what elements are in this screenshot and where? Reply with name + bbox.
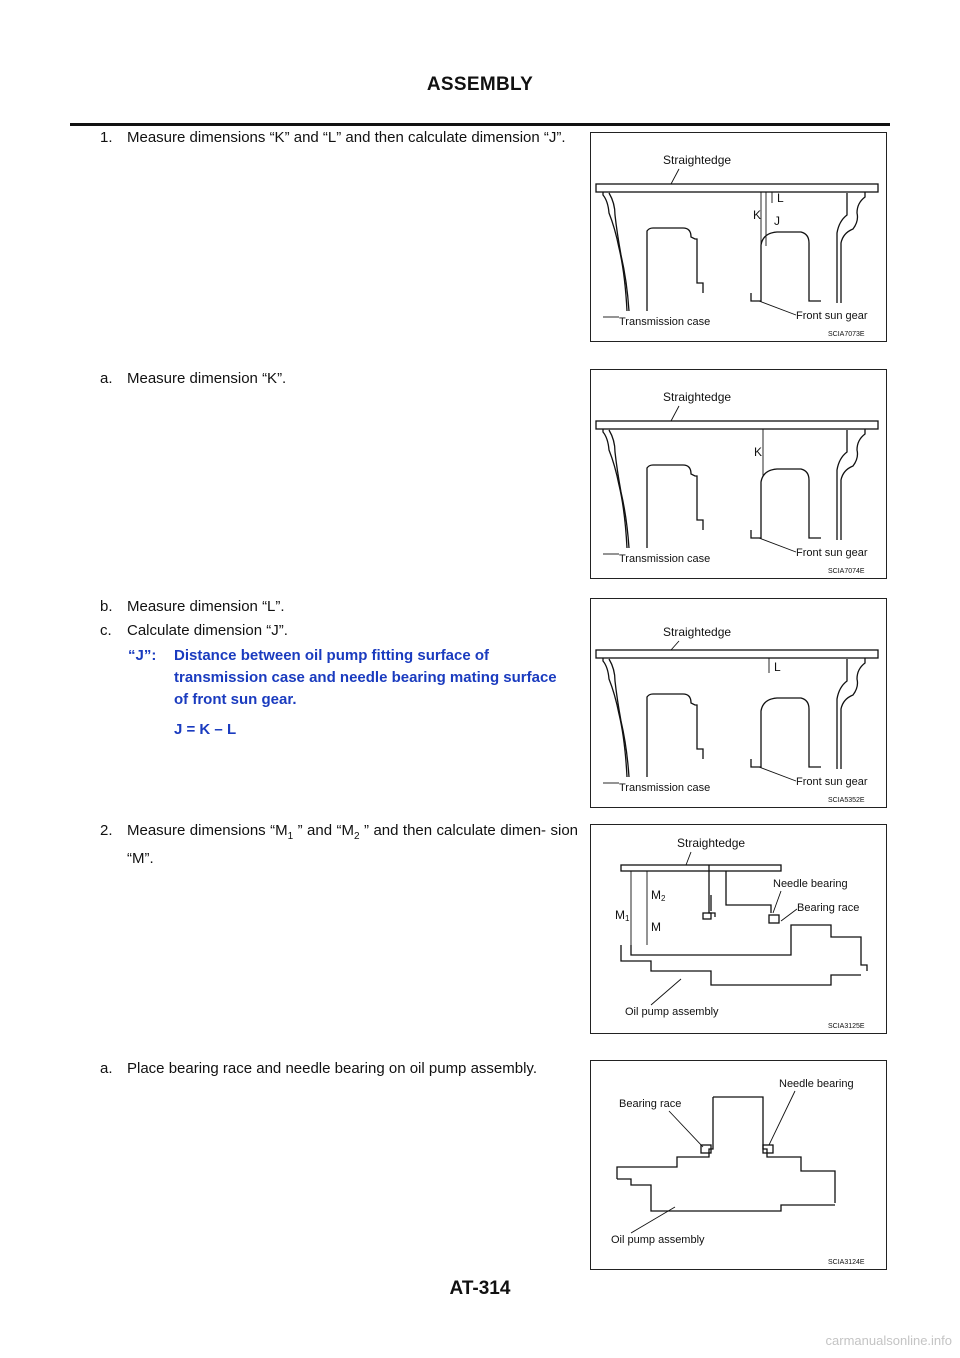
step-1: [100, 127, 578, 149]
step-text: Place bearing race and needle bearing on oil pump assembly.: [127, 1060, 537, 1077]
step-text: Calculate dimension “J”.: [127, 622, 288, 639]
fig5-label-race: Bearing race: [619, 1098, 682, 1110]
fig4-label-m: M: [651, 920, 661, 934]
step-text-part: Measure dimensions “M: [127, 822, 288, 839]
fig1-label-j: J: [774, 214, 780, 228]
figure-measure-m: [590, 824, 887, 1034]
note-formula: J = K – L: [174, 721, 237, 738]
fig2-code: SCIA7074E: [828, 568, 865, 575]
fig1-label-k: K: [753, 208, 762, 222]
fig5-label-needle: Needle bearing: [779, 1078, 854, 1090]
fig3-label-case: Transmission case: [619, 782, 711, 794]
figure-measure-l: [590, 598, 887, 808]
fig4-label-m1: [615, 908, 630, 923]
step-text: Measure dimensions “K” and “L” and then calculate dimension “J”.: [127, 129, 566, 146]
step-text: Measure dimension “K”.: [127, 370, 287, 387]
fig4-label-m2-sub: 2: [661, 894, 666, 903]
step-2: [100, 820, 578, 870]
step-number: c.: [100, 622, 112, 639]
step-number: 1.: [100, 129, 113, 146]
page-header-title: ASSEMBLY: [426, 74, 534, 95]
step-number: b.: [100, 598, 113, 615]
step-text-part: ” and then calculate dimen- sion “M”.: [127, 822, 579, 867]
step-number: 2.: [100, 822, 113, 839]
note-label: “J”:: [128, 647, 157, 664]
fig4-label-straightedge: Straightedge: [677, 836, 746, 850]
figure-measure-k: [590, 369, 887, 579]
step-1a: [100, 368, 578, 390]
fig3-code: SCIA5352E: [828, 797, 865, 804]
step-text: Measure dimension “L”.: [127, 598, 285, 615]
figure-measure-k-l-j: [590, 132, 887, 342]
subscript-2: 2: [354, 831, 360, 842]
fig4-code: SCIA3125E: [828, 1023, 865, 1030]
step-1c: [100, 620, 578, 642]
fig2-label-case: Transmission case: [619, 553, 711, 565]
note-text: Distance between oil pump fitting surface of transmission case and needle bearing mating surface of front sun gear.: [174, 647, 557, 708]
fig4-label-m1-sub: 1: [625, 914, 630, 923]
fig3-label-straightedge: Straightedge: [663, 625, 732, 639]
figure-place-bearing: [590, 1060, 887, 1270]
fig4-label-m2: [651, 888, 666, 903]
fig3-label-gear: Front sun gear: [796, 776, 868, 788]
fig2-label-straightedge: Straightedge: [663, 390, 732, 404]
step-text: [127, 820, 578, 870]
fig5-code: SCIA3124E: [828, 1259, 865, 1266]
subscript-1: 1: [287, 831, 294, 842]
step-text-part: ” and “M: [293, 822, 355, 839]
fig3-label-l: L: [774, 660, 781, 674]
fig1-label-gear: Front sun gear: [796, 310, 868, 322]
step-number: a.: [100, 1060, 113, 1077]
fig1-label-l: L: [777, 191, 784, 205]
header-rule: [70, 123, 890, 126]
fig5-label-pump: Oil pump assembly: [611, 1234, 705, 1246]
fig4-label-pump: Oil pump assembly: [625, 1006, 719, 1018]
step-1b: [100, 596, 578, 618]
step-2a: [100, 1058, 578, 1080]
watermark: carmanualsonline.info: [825, 1333, 952, 1348]
fig4-label-m1-letter: M: [615, 908, 625, 922]
fig2-label-gear: Front sun gear: [796, 547, 868, 559]
fig4-label-needle: Needle bearing: [773, 878, 848, 890]
definition-note: [128, 645, 568, 741]
fig4-label-race: Bearing race: [797, 902, 860, 914]
fig1-code: SCIA7073E: [828, 331, 865, 338]
fig1-label-case: Transmission case: [619, 316, 711, 328]
page-number: AT-314: [449, 1278, 511, 1299]
fig4-label-m2-letter: M: [651, 888, 661, 902]
fig2-label-k: K: [754, 445, 763, 459]
step-number: a.: [100, 370, 113, 387]
fig1-label-straightedge: Straightedge: [663, 153, 732, 167]
